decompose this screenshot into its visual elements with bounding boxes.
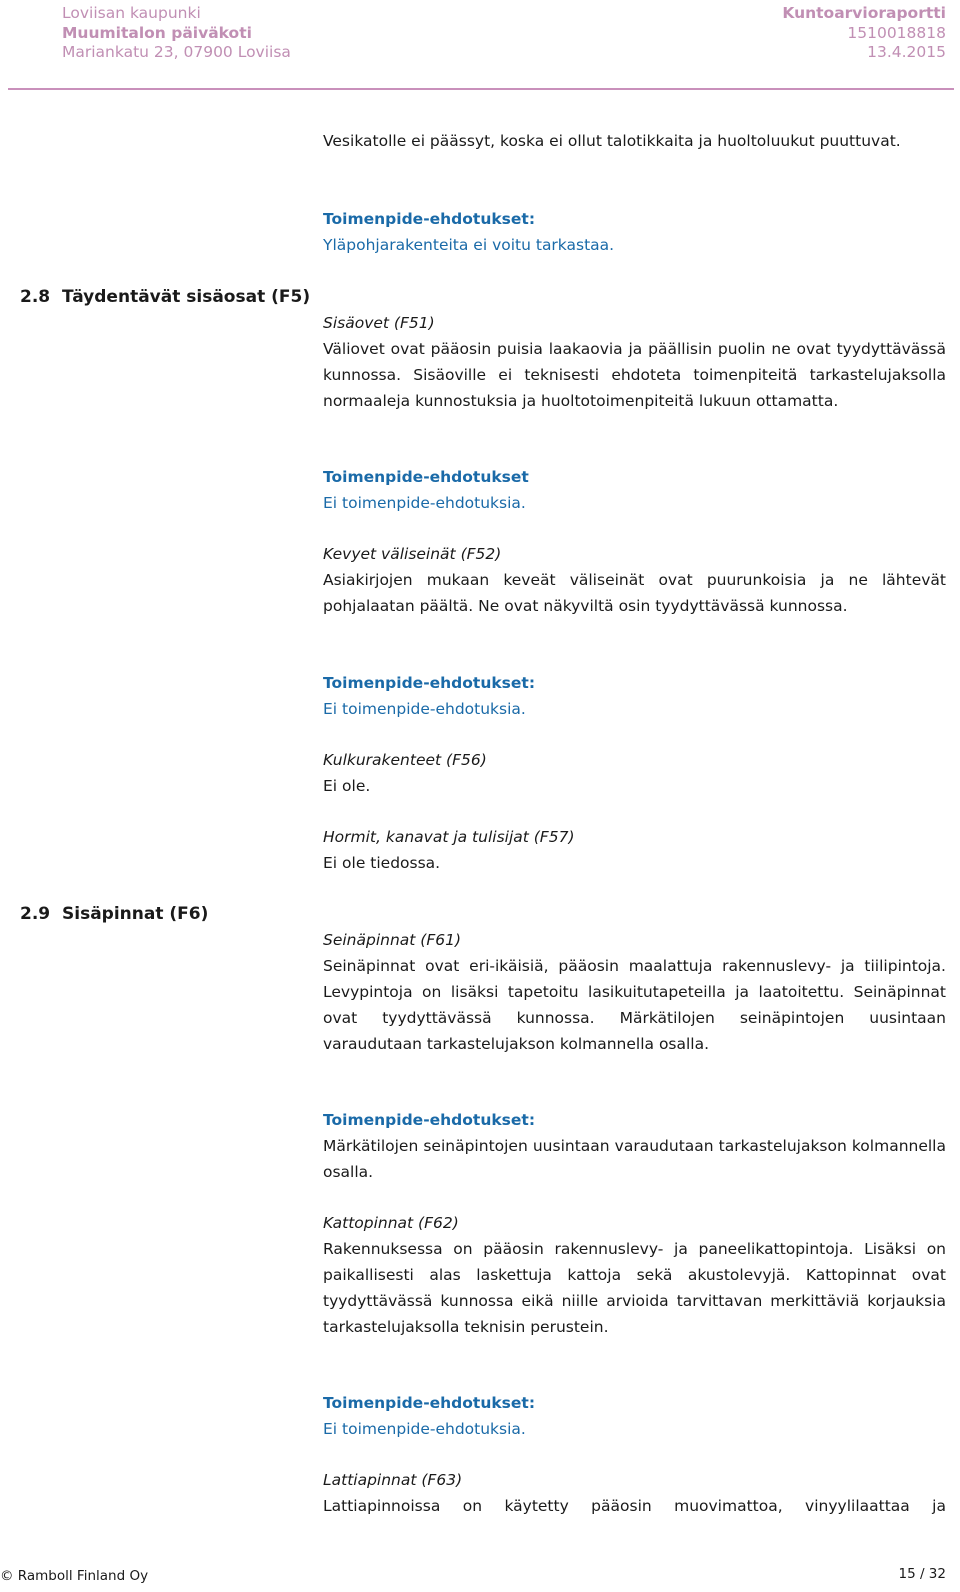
f61-action-label: Toimenpide-ehdotukset: xyxy=(323,1111,536,1129)
f62-action-label: Toimenpide-ehdotukset: xyxy=(323,1394,536,1412)
section-2-9-heading xyxy=(20,901,208,927)
f63-title: Lattiapinnat (F63) xyxy=(323,1471,463,1489)
section-number: 2.9 xyxy=(20,904,51,924)
header-report-number: 1510018818 xyxy=(847,23,946,42)
f57-text: Ei ole tiedossa. xyxy=(323,854,441,872)
f61-text: Seinäpinnat ovat eri-ikäisiä, pääosin maalattuja rakennuslevy- ja tiilipintoja. Levypintoja on lisäksi tapetoitu lasikuitutapeteilla ja laatoitettu. Seinäpinnat ovat tyydyttävässä kunnossa. Märkätilojen seinäpintojen uusintaan varaudutaan tarkastelujakson kolmannella osalla. xyxy=(323,957,946,1053)
header-right xyxy=(782,4,946,63)
f52-text: Asiakirjojen mukaan keveät väliseinät ovat puurunkoisia ja ne lähtevät pohjalaatan päältä. Ne ovat näkyviltä osin tyydyttävässä kunnossa. xyxy=(323,571,946,615)
header-date: 13.4.2015 xyxy=(867,43,946,61)
f62-title: Kattopinnat (F62) xyxy=(323,1214,459,1232)
roof-paragraph: Vesikatolle ei päässyt, koska ei ollut talotikkaita ja huoltoluukut puuttuvat. xyxy=(323,132,901,150)
f56-title: Kulkurakenteet (F56) xyxy=(323,751,487,769)
roof-action-text: Yläpohjarakenteita ei voitu tarkastaa. xyxy=(323,236,615,254)
f52-action-text: Ei toimenpide-ehdotuksia. xyxy=(323,700,526,718)
section-title: Sisäpinnat (F6) xyxy=(62,904,209,924)
f51-text: Väliovet ovat pääosin puisia laakaovia ja päällisin puolin ne ovat tyydyttävässä kunnossa. Sisäoville ei teknisesti ehdoteta toimenpiteitä tarkastelujaksolla normaaleja kunnostuksia ja huoltotoimenpiteitä lukuun ottamatta. xyxy=(323,340,946,410)
f56-text: Ei ole. xyxy=(323,777,371,795)
section-number: 2.8 xyxy=(20,287,51,307)
f51-action-label: Toimenpide-ehdotukset xyxy=(323,468,529,486)
f51-action-text: Ei toimenpide-ehdotuksia. xyxy=(323,494,526,512)
section-title: Täydentävät sisäosat (F5) xyxy=(62,287,311,307)
section-2-8-heading xyxy=(20,284,310,310)
header-divider xyxy=(8,88,954,90)
header-building: Muumitalon päiväkoti xyxy=(62,23,252,42)
f62-action-text: Ei toimenpide-ehdotuksia. xyxy=(323,1420,526,1438)
footer-page-number: 15 / 32 xyxy=(898,1566,946,1582)
f63-text: Lattiapinnoissa on käytetty pääosin muovimattoa, vinyylilaattaa ja xyxy=(323,1497,946,1515)
header-report-type: Kuntoarvioraportti xyxy=(782,4,946,22)
f62-text: Rakennuksessa on pääosin rakennuslevy- ja paneelikattopintoja. Lisäksi on paikallisesti alas laskettuja kattoja sekä akustolevyjä. Kattopinnat ovat tyydyttävässä kunnossa eikä niille arvioida tarvittavan merkittäviä korjauksia tarkastelujaksolla teknisin perustein. xyxy=(323,1240,946,1336)
header-left xyxy=(62,4,291,63)
f61-title: Seinäpinnat (F61) xyxy=(323,931,462,949)
header-org: Loviisan kaupunki xyxy=(62,4,201,22)
f61-action-text: Märkätilojen seinäpintojen uusintaan varaudutaan tarkastelujakson kolmannella osalla. xyxy=(323,1137,946,1181)
f52-title: Kevyet väliseinät (F52) xyxy=(323,545,502,563)
f51-title: Sisäovet (F51) xyxy=(323,314,435,332)
f57-title: Hormit, kanavat ja tulisijat (F57) xyxy=(323,828,575,846)
footer-company: © Ramboll Finland Oy xyxy=(0,1568,149,1584)
f52-action-label: Toimenpide-ehdotukset: xyxy=(323,674,536,692)
header-address: Mariankatu 23, 07900 Loviisa xyxy=(62,43,291,61)
roof-action-label: Toimenpide-ehdotukset: xyxy=(323,210,536,228)
page-header xyxy=(62,4,946,90)
